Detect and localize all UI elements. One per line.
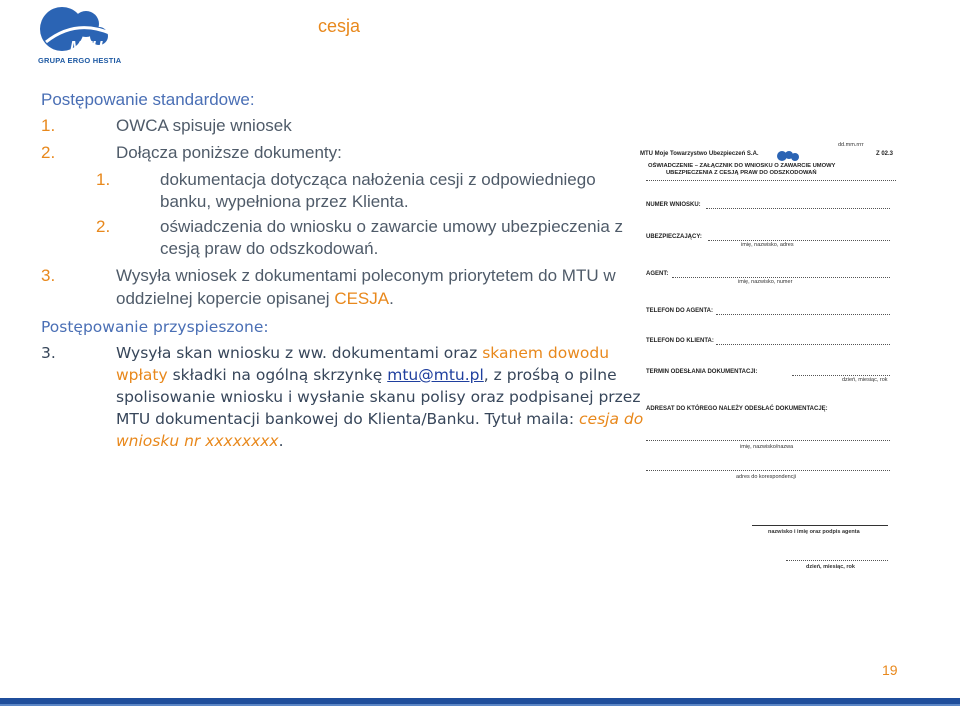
form-hint: dzień, miesiąc, rok (842, 377, 888, 383)
list-number: 1. (41, 116, 56, 135)
express-line-3: spolisowanie wniosku i wysłanie skanu polisy oraz podpisanej przez (116, 388, 641, 406)
form-header-2: UBEZPIECZENIA Z CESJĄ PRAW DO ODSZKODOWAŃ (666, 170, 817, 176)
express-line-2: wpłaty składki na ogólną skrzynkę mtu@mtu.pl, z prośbą o pilne (116, 366, 617, 384)
form-hint: imię, nazwisko, numer (738, 279, 793, 285)
list-number: 2. (41, 143, 56, 162)
standard-heading: Postępowanie standardowe: (41, 90, 255, 109)
form-thumbnail (636, 140, 902, 580)
form-field: UBEZPIECZAJĄCY: (646, 234, 702, 240)
form-code: Z 02.3 (876, 151, 894, 157)
form-field: TELEFON DO KLIENTA: (646, 338, 714, 344)
form-logo-icon (776, 150, 802, 162)
form-date-hint: dd.mm.rrrr (838, 142, 864, 148)
form-field: NUMER WNIOSKU: (646, 202, 701, 208)
list-text: Dołącza poniższe dokumenty: (116, 143, 342, 162)
form-field: TERMIN ODESŁANIA DOKUMENTACJI: (646, 369, 758, 375)
list-text-cont: oddzielnej kopercie opisanej CESJA. (116, 289, 394, 308)
brand-name: GRUPA ERGO HESTIA (38, 56, 122, 65)
form-field: AGENT: (646, 271, 669, 277)
page-title: cesja (318, 16, 361, 36)
page-number: 19 (882, 662, 898, 678)
logo-text: MTU (70, 38, 103, 55)
list-text-cont: banku, wypełniona przez Klienta. (160, 192, 409, 211)
form-sign-label: nazwisko i imię oraz podpis agenta (768, 529, 860, 535)
list-text-cont: cesją praw do odszkodowań. (160, 239, 379, 258)
list-number: 2. (96, 217, 111, 236)
form-hint: adres do korespondencji (736, 474, 796, 480)
form-field: TELEFON DO AGENTA: (646, 308, 713, 314)
list-text: OWCA spisuje wniosek (116, 116, 292, 135)
form-hint: imię, nazwisko, adres (741, 242, 794, 248)
list-number: 3. (41, 266, 56, 285)
form-field: ADRESAT DO KTÓREGO NALEŻY ODESŁAĆ DOKUMENTACJĘ: (646, 406, 828, 412)
express-line-1: Wysyła skan wniosku z ww. dokumentami oraz skanem dowodu (116, 344, 610, 362)
list-text: Wysyła wniosek z dokumentami poleconym priorytetem do MTU w (116, 266, 616, 285)
express-heading: Postępowanie przyspieszone: (41, 318, 269, 336)
list-text: oświadczenia do wniosku o zawarcie umowy ubezpieczenia z (160, 217, 624, 236)
email-link[interactable]: mtu@mtu.pl (387, 366, 484, 384)
express-line-5: wniosku nr xxxxxxxx. (116, 432, 284, 450)
express-line-4: MTU dokumentacji bankowej do Klienta/Banku. Tytuł maila: cesja do (116, 410, 644, 428)
list-number: 3. (41, 344, 56, 362)
cesja-label: CESJA (334, 289, 390, 308)
list-text: dokumentacja dotycząca nałożenia cesji z odpowiedniego (160, 170, 596, 189)
form-header-1: OŚWIADCZENIE – ZAŁĄCZNIK DO WNIOSKU O ZAWARCIE UMOWY (648, 163, 836, 169)
form-company: MTU Moje Towarzystwo Ubezpieczeń S.A. (640, 151, 759, 157)
list-number: 1. (96, 170, 111, 189)
form-hint: imię, nazwisko/nazwa (740, 444, 794, 450)
form-sign-date: dzień, miesiąc, rok (806, 564, 855, 570)
